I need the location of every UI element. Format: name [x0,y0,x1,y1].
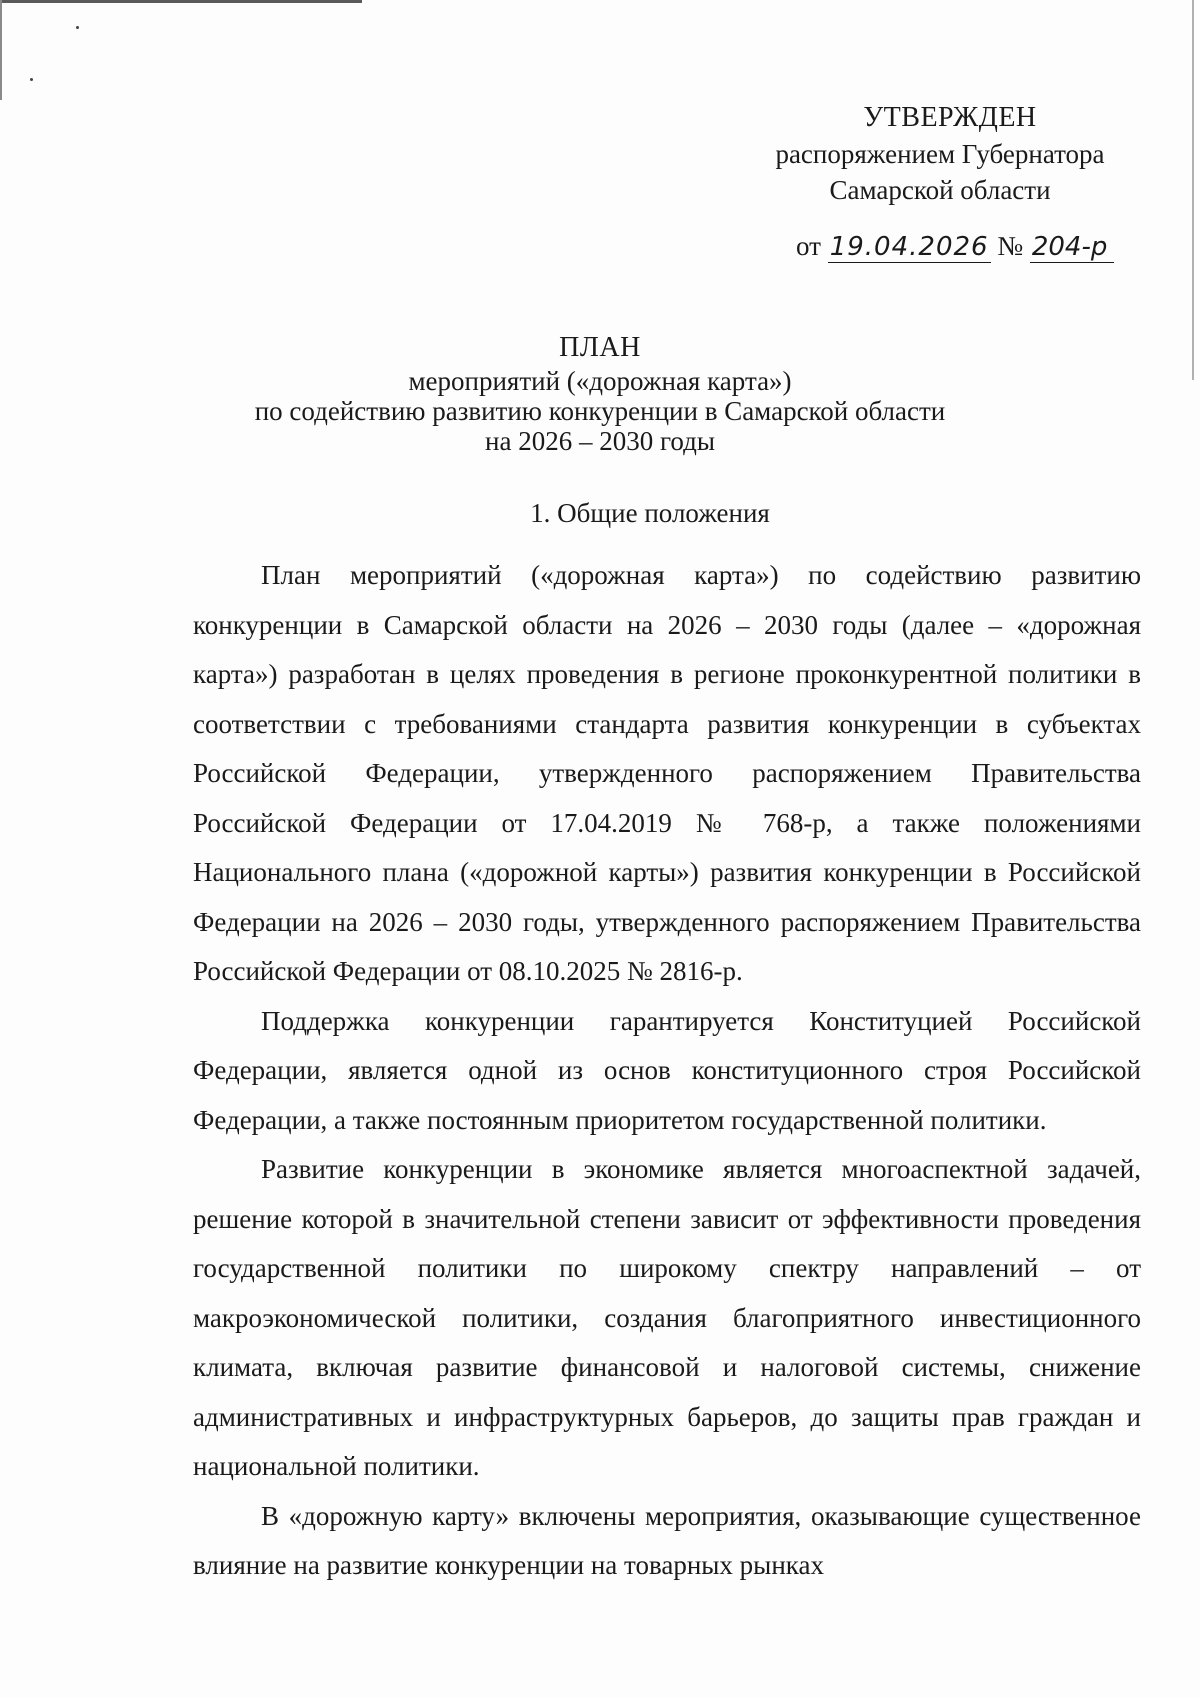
handwritten-date: 19.04.2026 [829,232,989,262]
date-prefix: от [796,231,821,261]
body-text [193,551,1141,1591]
approval-line: распоряжением Губернатора [775,139,1105,169]
scan-speck [76,26,79,29]
heading-plan: ПЛАН [559,332,641,363]
section-title: 1. Общие положения [530,498,770,528]
paragraph: Развитие конкуренции в экономике является многоаспектной задачей, решение которой в значительной степени зависит от эффективности проведения государственной политики по широкому спектру направлений – от макроэкономической политики, создания благоприятного инвестиционного климата, включая развитие финансовой и налоговой системы, снижение административных и инфраструктурных барьеров, до защиты прав граждан и национальной политики. [193,1154,1141,1481]
handwritten-number: 204-р [1030,232,1114,263]
approval-line: Самарской области [829,175,1051,205]
paragraph: В «дорожную карту» включены мероприятия, оказывающие существенное влияние на развитие конкуренции на товарных рынках [193,1500,1141,1580]
paragraph: Поддержка конкуренции гарантируется Конституцией Российской Федерации, является одной из основ конституционного строя Российской Федерации, а также постоянным приоритетом государственной политики. [193,1005,1141,1135]
approval-date-line [796,228,1114,264]
approval-title: УТВЕРЖДЕН [863,102,1037,133]
number-sign: № [997,231,1024,261]
approval-block [740,100,1140,208]
scan-edge-top [0,0,362,3]
scan-speck [30,78,33,81]
document-heading [0,330,1200,456]
heading-line: по содействию развитию конкуренции в Самарской области [254,396,946,426]
paragraph: План мероприятий («дорожная карта») по содействию развитию конкуренции в Самарской области на 2026 – 2030 годы (далее – «дорожная карта») разработан в целях проведения в регионе проконкурентной политики в соответствии с требованиями стандарта развития конкуренции в субъектах Российской Федерации, утвержденного распоряжением Правительства Российской Федерации от 17.04.2019 № 768-р, а также положениями Национального плана («дорожной карты») развития конкуренции в Российской Федерации на 2026 – 2030 годы, утвержденного распоряжением Правительства Российской Федерации от 08.10.2025 № 2816-р. [193,560,1141,986]
scan-edge-right [1192,0,1194,380]
heading-line: мероприятий («дорожная карта») [408,366,792,396]
heading-line: на 2026 – 2030 годы [485,426,715,456]
scan-edge-left [0,0,2,100]
